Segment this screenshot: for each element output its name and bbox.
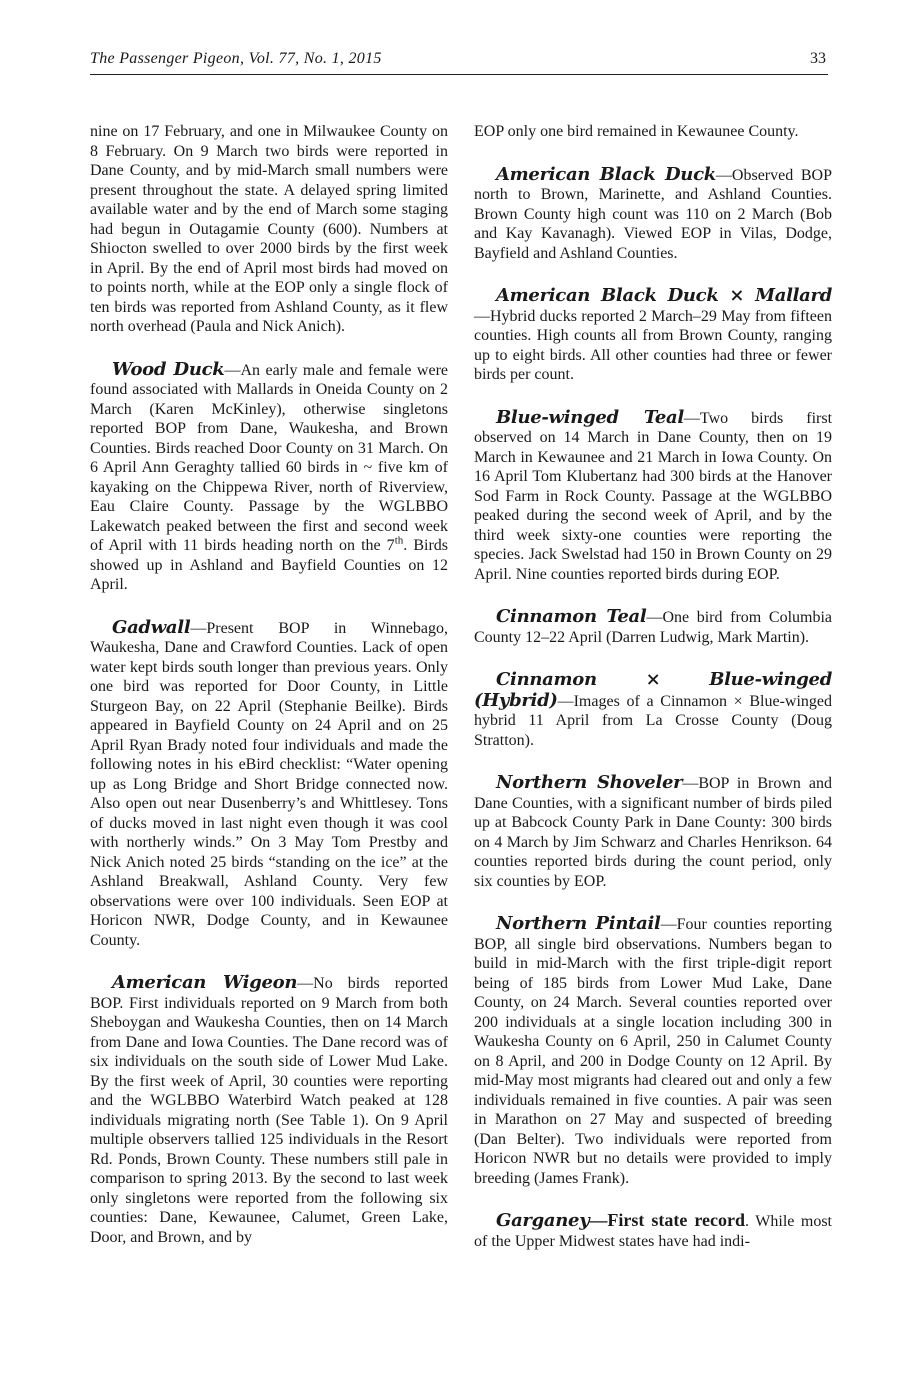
- journal-title: The Passenger Pigeon, Vol. 77, No. 1, 2015: [90, 50, 382, 67]
- entry-northern-shoveler: Northern Shoveler—BOP in Brown and Dane Counties, with a significant number of birds piled up at Babcock County Park in Dane County: 300 birds on 4 March by Jim Schwarz and Charles Henrikson. 64 counties reported birds during the count period, only six counties by EOP.: [474, 772, 832, 890]
- entry-gadwall: Gadwall—Present BOP in Winnebago, Waukesha, Dane and Crawford Counties. Lack of open water kept birds south longer than previous years. Only one bird was reported for Door County, in Little Sturgeon Bay, on 22 April (Stephanie Beilke). Birds appeared in Bayfield County on 24 April and on 25 April Ryan Brady noted four individuals and made the following notes in his eBird checklist: “Water opening up as Long Bridge and Short Bridge connected now. Also open out near Dusenberry’s and Whittlesey. Tons of ducks moved in last night even though it was cool with northerly winds.” On 3 May Tom Prestby and Nick Anich noted 25 birds “standing on the ice” at the Ashland Breakwall, Ashland County. Very few observations were over 100 individuals. Seen EOP at Horicon NWR, Dodge County, and in Kewaunee County.: [90, 616, 448, 949]
- entry-cinnamon-blue-winged-hybrid: Cinnamon × Blue-winged (Hybrid)—Images of a Cinnamon × Blue-winged hybrid 11 April from La Crosse County (Doug Stratton).: [474, 669, 832, 749]
- species-name: Northern Shoveler: [496, 772, 683, 793]
- species-name: Cinnamon Teal: [496, 606, 647, 627]
- entry-black-duck-mallard-hybrid: American Black Duck × Mallard —Hybrid ducks reported 2 March–29 May from fifteen counties. High counts all from Brown County, ranging up to eight birds. All other counties had three or fewer birds per count.: [474, 285, 832, 383]
- species-name: American Wigeon: [112, 972, 298, 993]
- entry-cinnamon-teal: Cinnamon Teal—One bird from Columbia County 12–22 April (Darren Ludwig, Mark Martin).: [474, 606, 832, 646]
- entry-blue-winged-teal: Blue-winged Teal—Two birds first observed on 14 March in Dane County, then on 19 March in Kewaunee and 21 March in Iowa County. On 16 April Tom Klubertanz had 300 birds at the Hanover Sod Farm in Rock County. Passage at the WGLBBO peaked during the second week of April, and by the third week sixty-one counties were reporting the species. Jack Swelstad had 150 in Brown County on 29 April. Nine counties reported birds during EOP.: [474, 406, 833, 583]
- species-name: Cinnamon × Blue-winged (Hybrid): [474, 669, 832, 711]
- species-name: Northern Pintail: [496, 913, 661, 934]
- entry-northern-pintail: Northern Pintail—Four counties reporting BOP, all single bird observations. Numbers began to build in mid-March with the first triple-digit report being of 185 birds from Lower Mud Lake, Dane County, on 24 March. Several counties reported over 200 individuals at a single location including 300 in Waukesha County on 6 April, 250 in Calumet County on 8 April, and 200 in Dodge County on 12 April. By mid-May most migrants had cleared out and only a few individuals remained in five counties. A pair was seen in Marathon on 27 May and suspected of breeding (Dan Belter). Two individuals were reported from Horicon NWR but no details were provided to imply breeding (James Frank).: [474, 913, 832, 1187]
- continued-paragraph: nine on 17 February, and one in Milwaukee County on 8 February. On 9 March two birds were reported in Dane County, and by mid-March small numbers were present throughout the state. A delayed spring limited available water and by the end of March some staging had begun in Outagamie County (600). Numbers at Shiocton swelled to over 2000 birds by the first week in April. By the end of April most birds had moved on to points north, while at the EOP only a single flock of ten birds was reported from Ashland County, as it flew north overhead (Paula and Nick Anich).: [90, 123, 448, 335]
- continued-paragraph: EOP only one bird remained in Kewaunee County.: [474, 123, 799, 140]
- species-name: American Black Duck: [496, 163, 716, 185]
- left-column: [90, 122, 448, 1270]
- species-name: Gadwall: [112, 616, 191, 638]
- species-name: American Black Duck × Mallard: [496, 285, 832, 306]
- first-state-record-label: —First state record: [589, 1210, 746, 1230]
- species-name: Garganey: [496, 1210, 590, 1231]
- entry-garganey: Garganey—First state record. While most of the Upper Midwest states have had indi-: [474, 1210, 832, 1250]
- entry-american-wigeon: American Wigeon—No birds reported BOP. First individuals reported on 9 March from both Sheboygan and Waukesha Counties, then on 14 March from Dane and Iowa Counties. The Dane record was of six individuals on the south side of Lower Mud Lake. By the first week of April, 30 counties were reporting and the WGLBBO Waterbird Watch peaked at 128 individuals migrating north (See Table 1). On 9 April multiple observers tallied 125 individuals in the Resort Rd. Ponds, Brown County. These numbers still pale in comparison to spring 2013. By the second to last week only singletons were reported from the following six counties: Dane, Kewaunee, Calumet, Green Lake, Door, and Brown, and by: [90, 972, 448, 1246]
- running-header: [90, 48, 828, 75]
- page-number: 33: [810, 50, 826, 67]
- species-name: Blue-winged Teal: [496, 406, 684, 428]
- entry-american-black-duck: American Black Duck—Observed BOP north to Brown, Marinette, and Ashland Counties. Brown County high count was 110 on 2 March (Bob and Kay Kavanagh). Viewed EOP in Vilas, Dodge, Bayfield and Ashland Counties.: [474, 163, 832, 262]
- species-name: Wood Duck: [112, 358, 225, 380]
- right-column: [474, 122, 832, 1274]
- entry-wood-duck: Wood Duck—An early male and female were found associated with Mallards in Oneida County on 2 March (Karen McKinley), otherwise singletons reported BOP from Dane, Waukesha, and Brown Counties. Birds reached Door County on 31 March. On 6 April Ann Geraghty tallied 60 birds in ~ five km of kayaking on the Chippewa River, north of Riverview, Eau Claire County. Passage by the WGLBBO Lakewatch peaked between the first and second week of April with 11 birds heading north on the 7th. Birds showed up in Ashland and Bayfield Counties on 12 April.: [90, 358, 448, 593]
